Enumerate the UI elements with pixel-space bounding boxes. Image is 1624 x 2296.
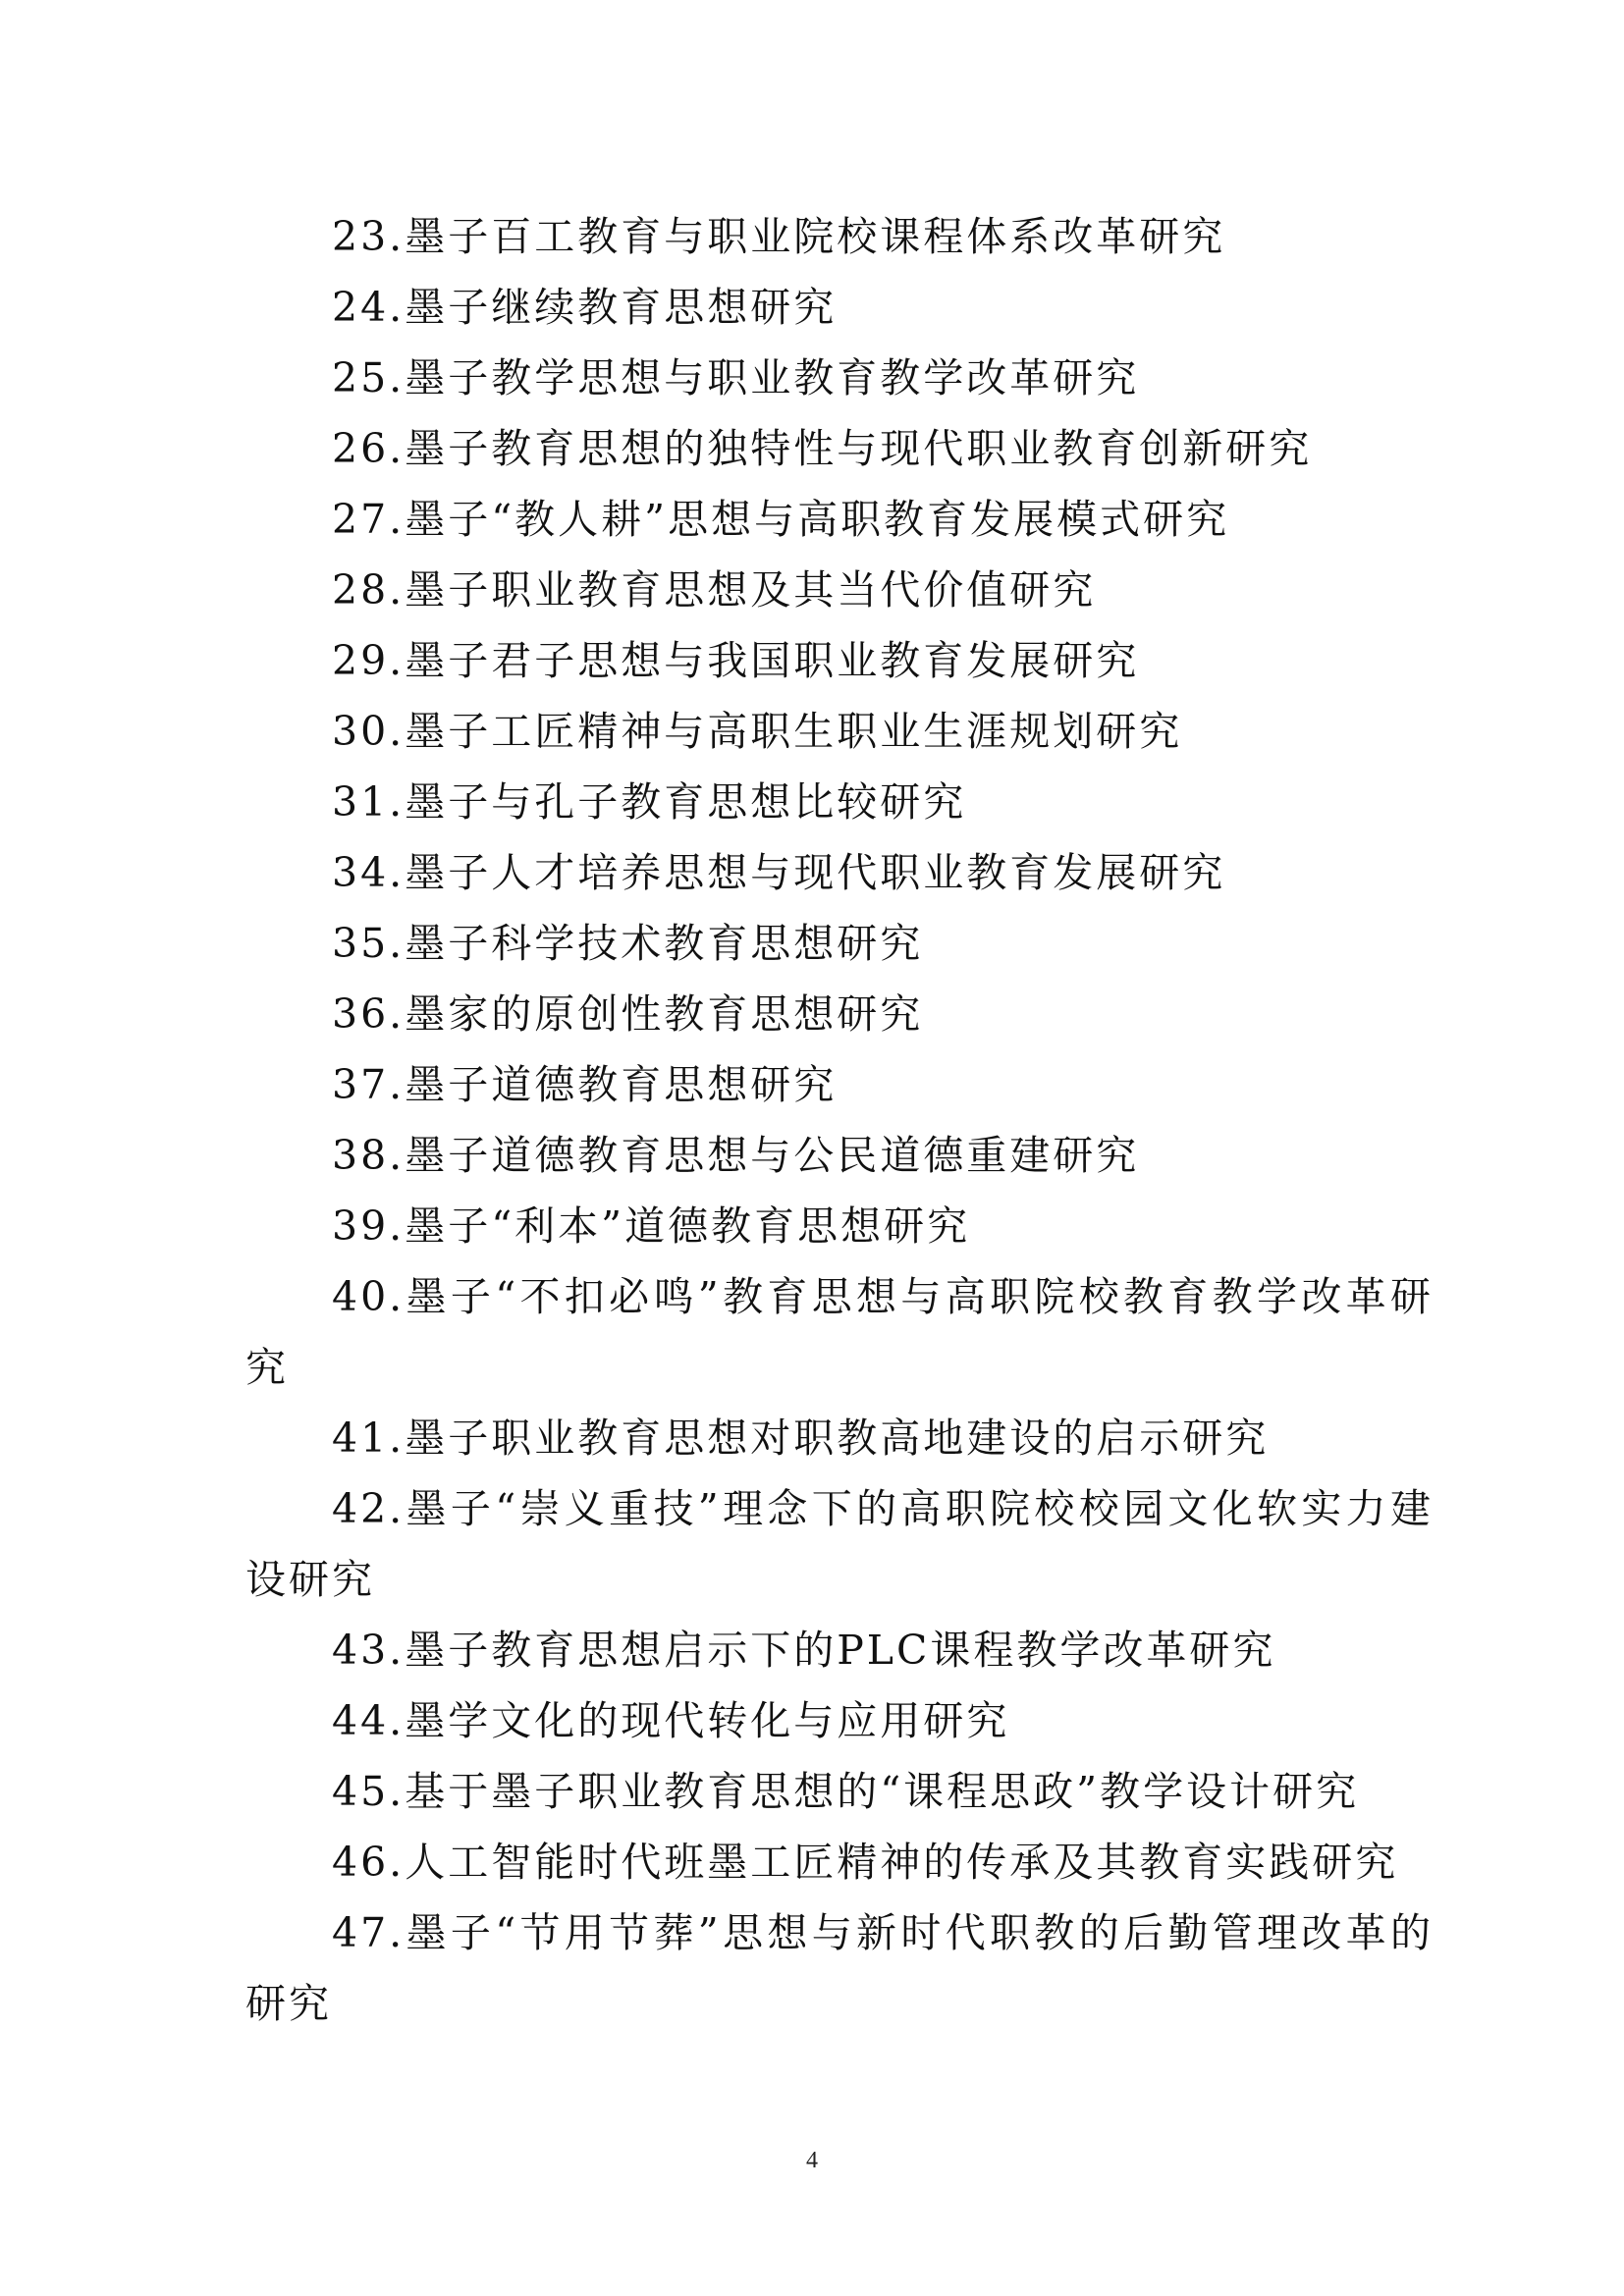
list-item: 23.墨子百工教育与职业院校课程体系改革研究 xyxy=(332,213,1226,260)
list-item: 34.墨子人才培养思想与现代职业教育发展研究 xyxy=(332,849,1226,896)
list-item: 26.墨子教育思想的独特性与现代职业教育创新研究 xyxy=(332,425,1313,472)
list-item: 38.墨子道德教育思想与公民道德重建研究 xyxy=(332,1132,1140,1179)
page-number: 4 xyxy=(806,2148,818,2173)
list-item: 28.墨子职业教育思想及其当代价值研究 xyxy=(332,566,1097,614)
list-item: 44.墨学文化的现代转化与应用研究 xyxy=(332,1697,1010,1744)
list-item: 43.墨子教育思想启示下的PLC课程教学改革研究 xyxy=(332,1627,1276,1674)
topic-list xyxy=(245,201,1434,2039)
list-item: 27.墨子“教人耕”思想与高职教育发展模式研究 xyxy=(332,496,1230,543)
list-item: 29.墨子君子思想与我国职业教育发展研究 xyxy=(332,637,1140,684)
list-item: 40.墨子“不扣必鸣”教育思想与高职院校教育教学改革研究 xyxy=(245,1273,1434,1391)
list-item: 25.墨子教学思想与职业教育教学改革研究 xyxy=(332,354,1140,401)
list-item: 46.人工智能时代班墨工匠精神的传承及其教育实践研究 xyxy=(332,1839,1399,1886)
list-item: 39.墨子“利本”道德教育思想研究 xyxy=(332,1202,971,1250)
list-item: 41.墨子职业教育思想对职教高地建设的启示研究 xyxy=(332,1415,1270,1462)
list-item: 30.墨子工匠精神与高职生职业生涯规划研究 xyxy=(332,708,1183,755)
list-item: 35.墨子科学技术教育思想研究 xyxy=(332,920,924,967)
list-item: 47.墨子“节用节葬”思想与新时代职教的后勤管理改革的研究 xyxy=(245,1909,1434,2027)
list-item: 24.墨子继续教育思想研究 xyxy=(332,284,838,331)
list-item: 45.基于墨子职业教育思想的“课程思政”教学设计研究 xyxy=(332,1768,1360,1815)
list-item: 42.墨子“崇义重技”理念下的高职院校校园文化软实力建设研究 xyxy=(245,1485,1434,1603)
list-item: 37.墨子道德教育思想研究 xyxy=(332,1061,838,1108)
list-item: 31.墨子与孔子教育思想比较研究 xyxy=(332,778,967,826)
list-item: 36.墨家的原创性教育思想研究 xyxy=(332,990,924,1038)
